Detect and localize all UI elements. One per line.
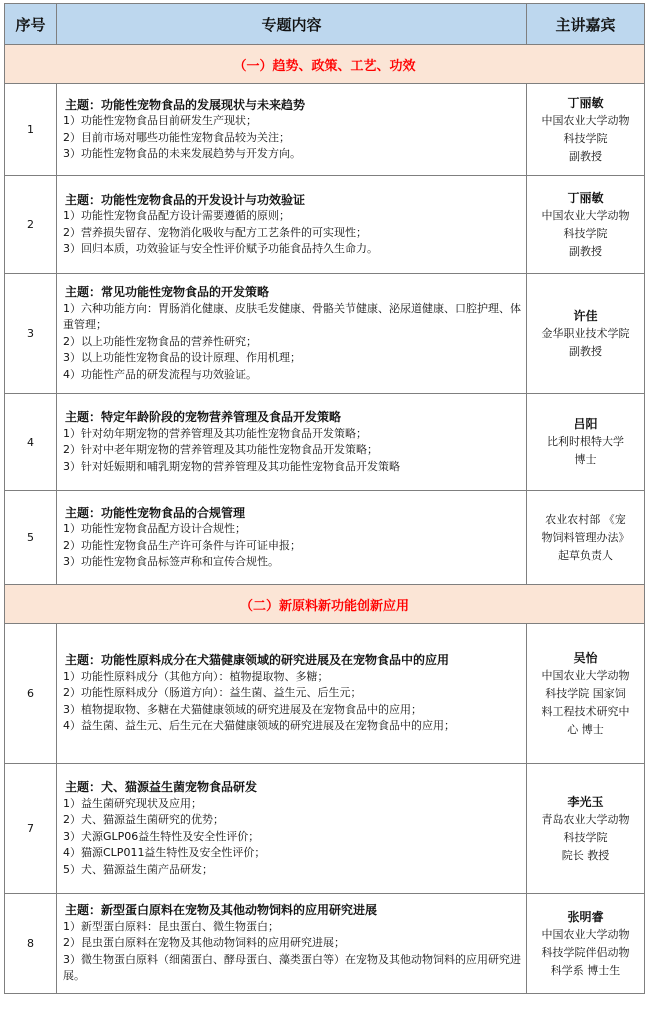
topic-point: 3）微生物蛋白原料（细菌蛋白、酵母蛋白、藻类蛋白等）在宠物及其他动物饲料的应用研究进展。	[63, 952, 521, 983]
topic-title: 主题：功能性原料成分在犬猫健康领域的研究进展及在宠物食品中的应用	[65, 653, 450, 668]
speaker-affiliation-line: 比利时根特大学	[547, 435, 624, 448]
topic-point: 1）功能性宠物食品目前研发生产现状；	[63, 114, 257, 127]
table-row	[5, 274, 645, 394]
speaker-cell	[527, 176, 645, 274]
section-header-row	[5, 45, 645, 84]
table-row	[5, 176, 645, 274]
speaker-name: 许佳	[573, 308, 598, 323]
topic-title: 主题：功能性宠物食品的合规管理	[65, 505, 246, 520]
speaker-cell	[527, 764, 645, 894]
table-row	[5, 84, 645, 176]
speaker-affiliation-line: 中国农业大学动物	[541, 208, 630, 222]
topic-title: 主题：新型蛋白原料在宠物及其他动物饲料的应用研究进展	[65, 903, 378, 918]
speaker-affiliation-line: 起草负责人	[558, 548, 613, 562]
topic-point: 4）功能性产品的研发流程与功效验证。	[63, 367, 257, 381]
topic-cell	[57, 894, 527, 994]
topic-point: 2）昆虫蛋白原料在宠物及其他动物饲料的应用研究进展；	[63, 936, 345, 950]
speaker-name: 吕阳	[573, 417, 598, 431]
topic-point: 1）针对幼年期宠物的营养管理及其功能性宠物食品开发策略；	[63, 426, 367, 440]
speaker-affiliation-line: 科学系 博士生	[550, 963, 621, 977]
row-number: 6	[5, 624, 57, 764]
topic-point: 5）犬、猫源益生菌产品研发；	[63, 862, 213, 876]
section-header-row	[5, 585, 645, 624]
table-row	[5, 894, 645, 994]
topic-title: 主题：功能性宠物食品的开发设计与功效验证	[65, 192, 306, 207]
header-speaker: 主讲嘉宾	[527, 4, 645, 45]
row-number: 3	[5, 274, 57, 394]
topic-point: 1）功能性宠物食品配方设计需要遵循的原则；	[63, 209, 290, 222]
speaker-name: 丁丽敏	[567, 95, 604, 110]
speaker-affiliation-line: 料工程技术研究中	[541, 704, 630, 718]
table-row	[5, 624, 645, 764]
topic-cell	[57, 764, 527, 894]
speaker-affiliation-line: 物饲料管理办法》	[541, 530, 630, 544]
speaker-cell	[527, 394, 645, 491]
topic-point: 3）回归本质，功效验证与安全性评价赋予功能食品持久生命力。	[63, 242, 378, 255]
topic-cell	[57, 84, 527, 176]
row-number: 5	[5, 491, 57, 585]
speaker-affiliation-line: 科技学院 国家饲	[545, 686, 626, 700]
topic-point: 2）功能性原料成分（肠道方向）：益生菌、益生元、后生元；	[63, 686, 362, 700]
topic-cell	[57, 274, 527, 394]
header-topic: 专题内容	[57, 4, 527, 45]
topic-point: 3）以上功能性宠物食品的设计原理、作用机理；	[63, 351, 301, 364]
speaker-affiliation-line: 心 博士	[567, 722, 604, 736]
topic-cell	[57, 176, 527, 274]
table-row	[5, 394, 645, 491]
row-number: 1	[5, 84, 57, 176]
topic-point: 3）功能性宠物食品的未来发展趋势与开发方向。	[63, 147, 301, 160]
speaker-affiliation-line: 科技学院	[563, 226, 608, 240]
speaker-name: 丁丽敏	[567, 190, 604, 205]
topic-point: 2）针对中老年期宠物的营养管理及其功能性宠物食品开发策略；	[63, 443, 378, 456]
speaker-affiliation-line: 青岛农业大学动物	[541, 812, 630, 826]
row-number: 7	[5, 764, 57, 894]
topic-point: 2）功能性宠物食品生产许可条件与许可证申报；	[63, 538, 301, 552]
topic-cell	[57, 394, 527, 491]
agenda-body	[5, 45, 645, 994]
speaker-affiliation-line: 科技学院	[563, 830, 608, 844]
topic-point: 2）目前市场对哪些功能性宠物食品较为关注；	[63, 130, 290, 144]
topic-title: 主题：功能性宠物食品的发展现状与未来趋势	[65, 97, 306, 112]
row-number: 2	[5, 176, 57, 274]
speaker-name: 吴怡	[573, 650, 598, 665]
section-title: （二）新原料新功能创新应用	[5, 585, 645, 624]
topic-title: 主题：常见功能性宠物食品的开发策略	[65, 285, 270, 299]
speaker-cell	[527, 894, 645, 994]
speaker-affiliation-line: 金华职业技术学院	[541, 326, 630, 340]
topic-point: 3）功能性宠物食品标签声称和宣传合规性。	[63, 555, 279, 568]
row-number: 4	[5, 394, 57, 491]
row-number: 8	[5, 894, 57, 994]
topic-title: 主题：特定年龄阶段的宠物营养管理及食品开发策略	[65, 410, 342, 424]
speaker-affiliation-line: 科技学院	[563, 131, 608, 145]
table-row	[5, 764, 645, 894]
speaker-affiliation-line: 院长 教授	[561, 848, 610, 862]
speaker-affiliation-line: 副教授	[569, 149, 602, 163]
topic-title: 主题：犬、猫源益生菌宠物食品研发	[65, 780, 258, 794]
topic-point: 4）益生菌、益生元、后生元在犬猫健康领域的研究进展及在宠物食品中的应用；	[63, 719, 455, 733]
topic-cell	[57, 491, 527, 585]
speaker-affiliation-line: 中国农业大学动物	[541, 668, 630, 682]
topic-point: 3）犬源GLP06益生特性及安全性评价；	[63, 829, 260, 843]
speaker-name: 李光玉	[567, 794, 604, 809]
speaker-cell	[527, 624, 645, 764]
speaker-cell	[527, 491, 645, 585]
topic-point: 2）营养损失留存、宠物消化吸收与配方工艺条件的可实现性；	[63, 225, 367, 239]
speaker-affiliation-line: 副教授	[569, 344, 602, 358]
topic-point: 3）植物提取物、多糖在犬猫健康领域的研究进展及在宠物食品中的应用；	[63, 702, 422, 716]
speaker-affiliation-line: 副教授	[569, 244, 602, 258]
topic-point: 2）犬、猫源益生菌研究的优势；	[63, 813, 224, 826]
speaker-affiliation-line: 农业农村部 《宠	[545, 512, 626, 526]
speaker-cell	[527, 84, 645, 176]
speaker-affiliation-line: 科技学院伴侣动物	[541, 945, 630, 959]
topic-point: 1）六种功能方向：胃肠消化健康、皮肤毛发健康、骨骼关节健康、泌尿道健康、口腔护理、体重管理；	[63, 301, 521, 331]
speaker-name: 张明睿	[567, 909, 604, 924]
speaker-cell	[527, 274, 645, 394]
topic-point: 2）以上功能性宠物食品的营养性研究；	[63, 334, 257, 348]
topic-point: 1）功能性宠物食品配方设计合规性；	[63, 522, 246, 535]
speaker-affiliation-line: 中国农业大学动物	[541, 113, 630, 127]
topic-point: 1）益生菌研究现状及应用；	[63, 796, 202, 810]
topic-point: 4）猫源CLP011益生特性及安全性评价；	[63, 846, 266, 859]
topic-cell	[57, 624, 527, 764]
table-row	[5, 491, 645, 585]
header-row	[5, 4, 645, 45]
topic-point: 1）功能性原料成分（其他方向）：植物提取物、多糖；	[63, 669, 329, 683]
section-title: （一）趋势、政策、工艺、功效	[5, 45, 645, 84]
topic-point: 1）新型蛋白原料：昆虫蛋白、微生物蛋白；	[63, 919, 279, 933]
header-number: 序号	[5, 4, 57, 45]
speaker-affiliation-line: 中国农业大学动物	[541, 927, 630, 941]
speaker-affiliation-line: 博士	[574, 453, 597, 466]
agenda-table	[4, 3, 645, 994]
topic-point: 3）针对妊娠期和哺乳期宠物的营养管理及其功能性宠物食品开发策略	[63, 459, 400, 473]
